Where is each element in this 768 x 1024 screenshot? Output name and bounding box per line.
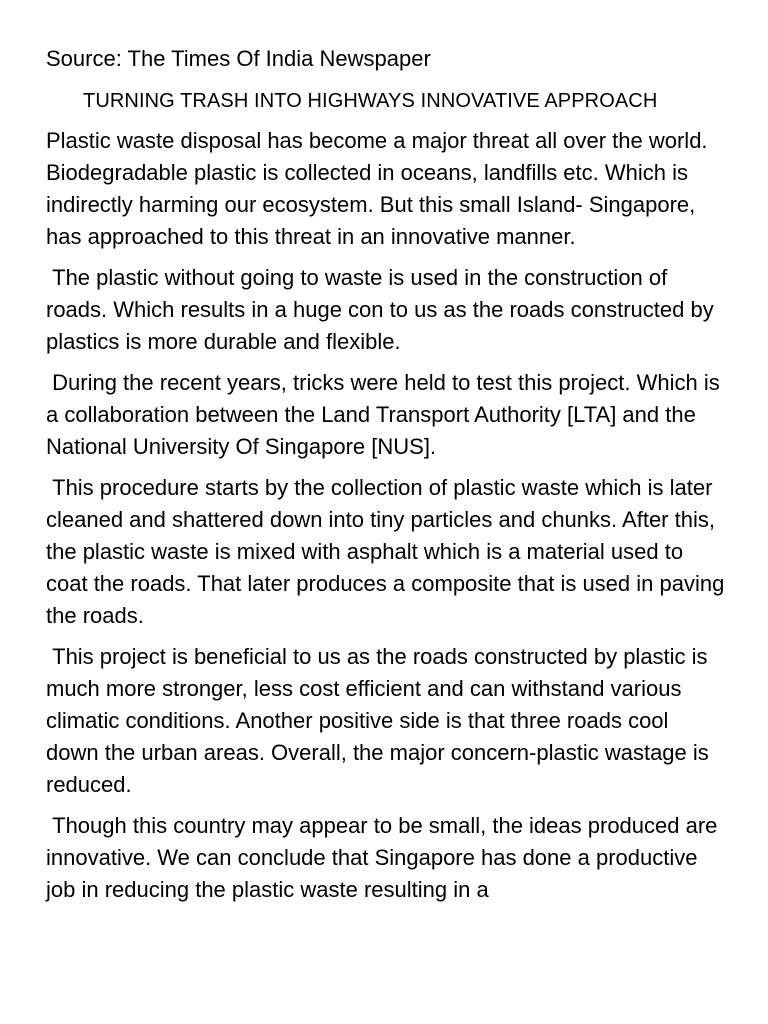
paragraph-intro: Plastic waste disposal has become a major threat all over the world. Biodegradable plastic is collected in oceans, landfills etc. Which is indirectly harming our ecosystem. But this small Island- Singapore, has approached to this threat in an innovative manner. <box>46 128 714 249</box>
document-page <box>46 43 731 915</box>
headline: TURNING TRASH INTO HIGHWAYS INNOVATIVE APPROACH <box>83 90 658 112</box>
paragraph-conclusion: Though this country may appear to be small, the ideas produced are innovative. We can conclude that Singapore has done a productive job in reducing the plastic waste resulting in a <box>46 813 724 902</box>
paragraph-procedure: This procedure starts by the collection of plastic waste which is later cleaned and shattered down into tiny particles and chunks. After this, the plastic waste is mixed with asphalt which is a material used to coat the roads. That later produces a composite that is used in paving the roads. <box>46 475 731 628</box>
paragraph-construction: The plastic without going to waste is used in the construction of roads. Which results in a huge con to us as the roads constructed by plastics is more durable and flexible. <box>46 265 720 354</box>
paragraph-trials: During the recent years, tricks were held to test this project. Which is a collaboration between the Land Transport Authority [LTA] and the National University Of Singapore [NUS]. <box>46 370 726 459</box>
source-line: Source: The Times Of India Newspaper <box>46 46 431 71</box>
paragraph-benefits: This project is beneficial to us as the roads constructed by plastic is much more stronger, less cost efficient and can withstand various climatic conditions. Another positive side is that three roads cool down the urban areas. Overall, the major concern-plastic wastage is reduced. <box>46 644 715 797</box>
